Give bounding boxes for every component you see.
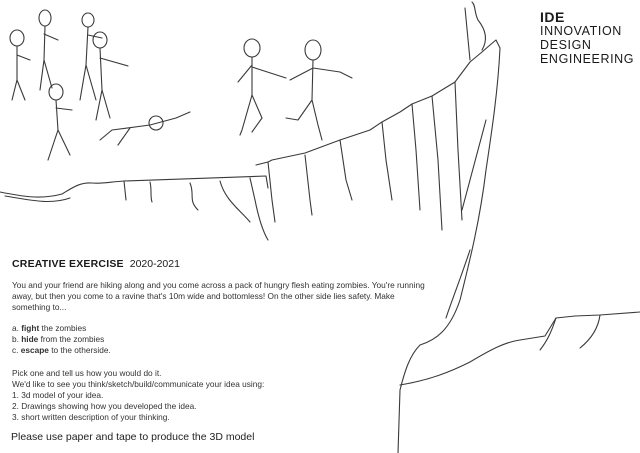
option-prefix: a. (12, 323, 19, 333)
logo-line-engineering: ENGINEERING (540, 52, 635, 66)
option-text: from the zombies (40, 334, 105, 344)
exercise-title: CREATIVE EXERCISE (12, 258, 124, 270)
option-item (12, 345, 111, 356)
instruction-line: 2. Drawings showing how you developed the idea. (12, 401, 197, 411)
logo-line-innovation: INNOVATION (540, 24, 622, 38)
instruction-line: Pick one and tell us how you would do it. (12, 368, 162, 378)
right-cliff-line (256, 40, 500, 165)
exercise-year: 2020-2021 (129, 258, 180, 270)
instruction-list (12, 368, 264, 423)
exercise-intro: You and your friend are hiking along and you come across a pack of hungry flesh eating zombies. You're running away, but then you come to a ravine that's 10m wide and bottomless! On the other side lies safety. Make something to... (12, 280, 425, 312)
left-cliff-line (0, 176, 268, 197)
option-keyword: fight (21, 323, 40, 333)
option-text: the zombies (41, 323, 87, 333)
instruction-line: 3. short written description of your thinking. (12, 412, 170, 422)
far-side-ledge (400, 312, 640, 385)
instruction-line: We'd like to see you think/sketch/build/communicate your idea using: (12, 379, 265, 389)
option-prefix: b. (12, 334, 19, 344)
option-text: to the otherside. (51, 345, 111, 355)
option-item (12, 334, 111, 345)
logo-abbreviation: IDE (540, 9, 565, 25)
ide-logo (540, 10, 634, 66)
zombie-figures (10, 10, 190, 160)
option-keyword: hide (21, 334, 39, 344)
option-prefix: c. (12, 345, 19, 355)
logo-line-design: DESIGN (540, 38, 592, 52)
materials-note: Please use paper and tape to produce the 3D model (11, 431, 255, 443)
option-keyword: escape (20, 345, 49, 355)
option-item (12, 323, 111, 334)
exercise-heading (12, 258, 180, 270)
instruction-line: 1. 3d model of your idea. (12, 390, 104, 400)
option-list (12, 323, 111, 356)
hiker-figures (238, 39, 352, 140)
